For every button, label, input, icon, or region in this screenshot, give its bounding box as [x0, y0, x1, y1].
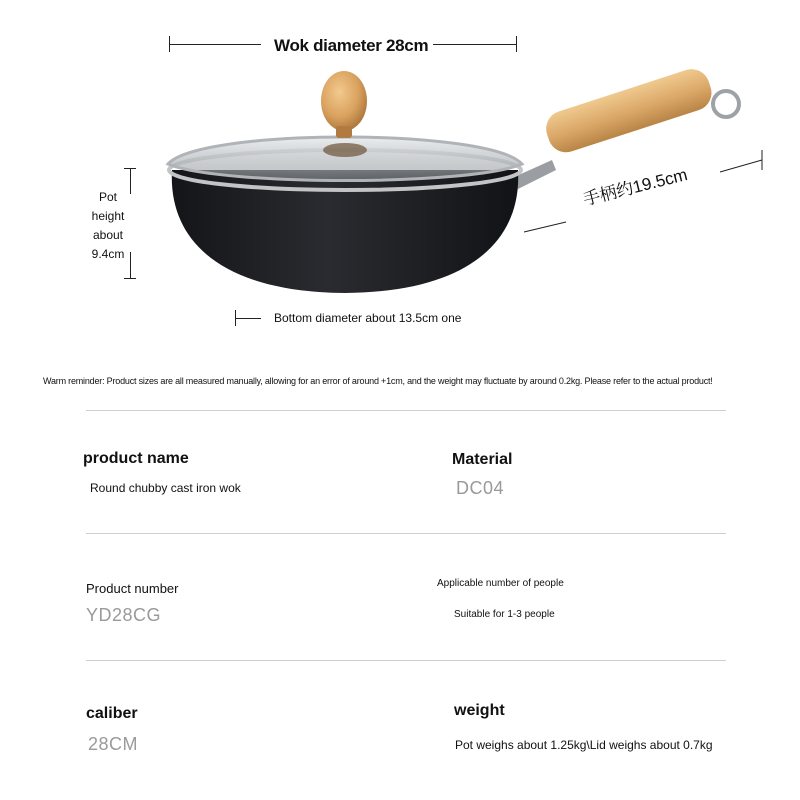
material-value: DC04: [456, 478, 505, 498]
handle-length-label: 手柄约19.5cm: [581, 165, 690, 210]
people-value: Suitable for 1-3 people: [454, 609, 555, 620]
caliber-label: caliber: [86, 705, 138, 722]
weight-value: Pot weighs about 1.25kg\Lid weighs about 0.7kg: [455, 738, 713, 752]
material-label: Material: [452, 451, 513, 468]
product-name-value: Round chubby cast iron wok: [90, 481, 241, 495]
product-name-label: product name: [83, 450, 189, 467]
bottom-diameter-label: Bottom diameter about 13.5cm one: [274, 311, 462, 325]
product-number-value: YD28CG: [86, 605, 162, 625]
warm-reminder: Warm reminder: Product sizes are all measured manually, allowing for an error of around +1cm, and the weight may fluctuate by around 0.2kg. Please refer to the actual product!: [43, 376, 713, 386]
caliber-value: 28CM: [88, 734, 139, 754]
product-number-label: Product number: [86, 581, 179, 596]
wok-diameter-label: Wok diameter 28cm: [274, 36, 429, 55]
pot-height-label: Pot height about 9.4cm: [91, 190, 125, 261]
people-label: Applicable number of people: [437, 578, 564, 589]
divider: [86, 660, 726, 661]
weight-label: weight: [454, 702, 505, 719]
divider: [86, 533, 726, 534]
divider: [86, 410, 726, 411]
